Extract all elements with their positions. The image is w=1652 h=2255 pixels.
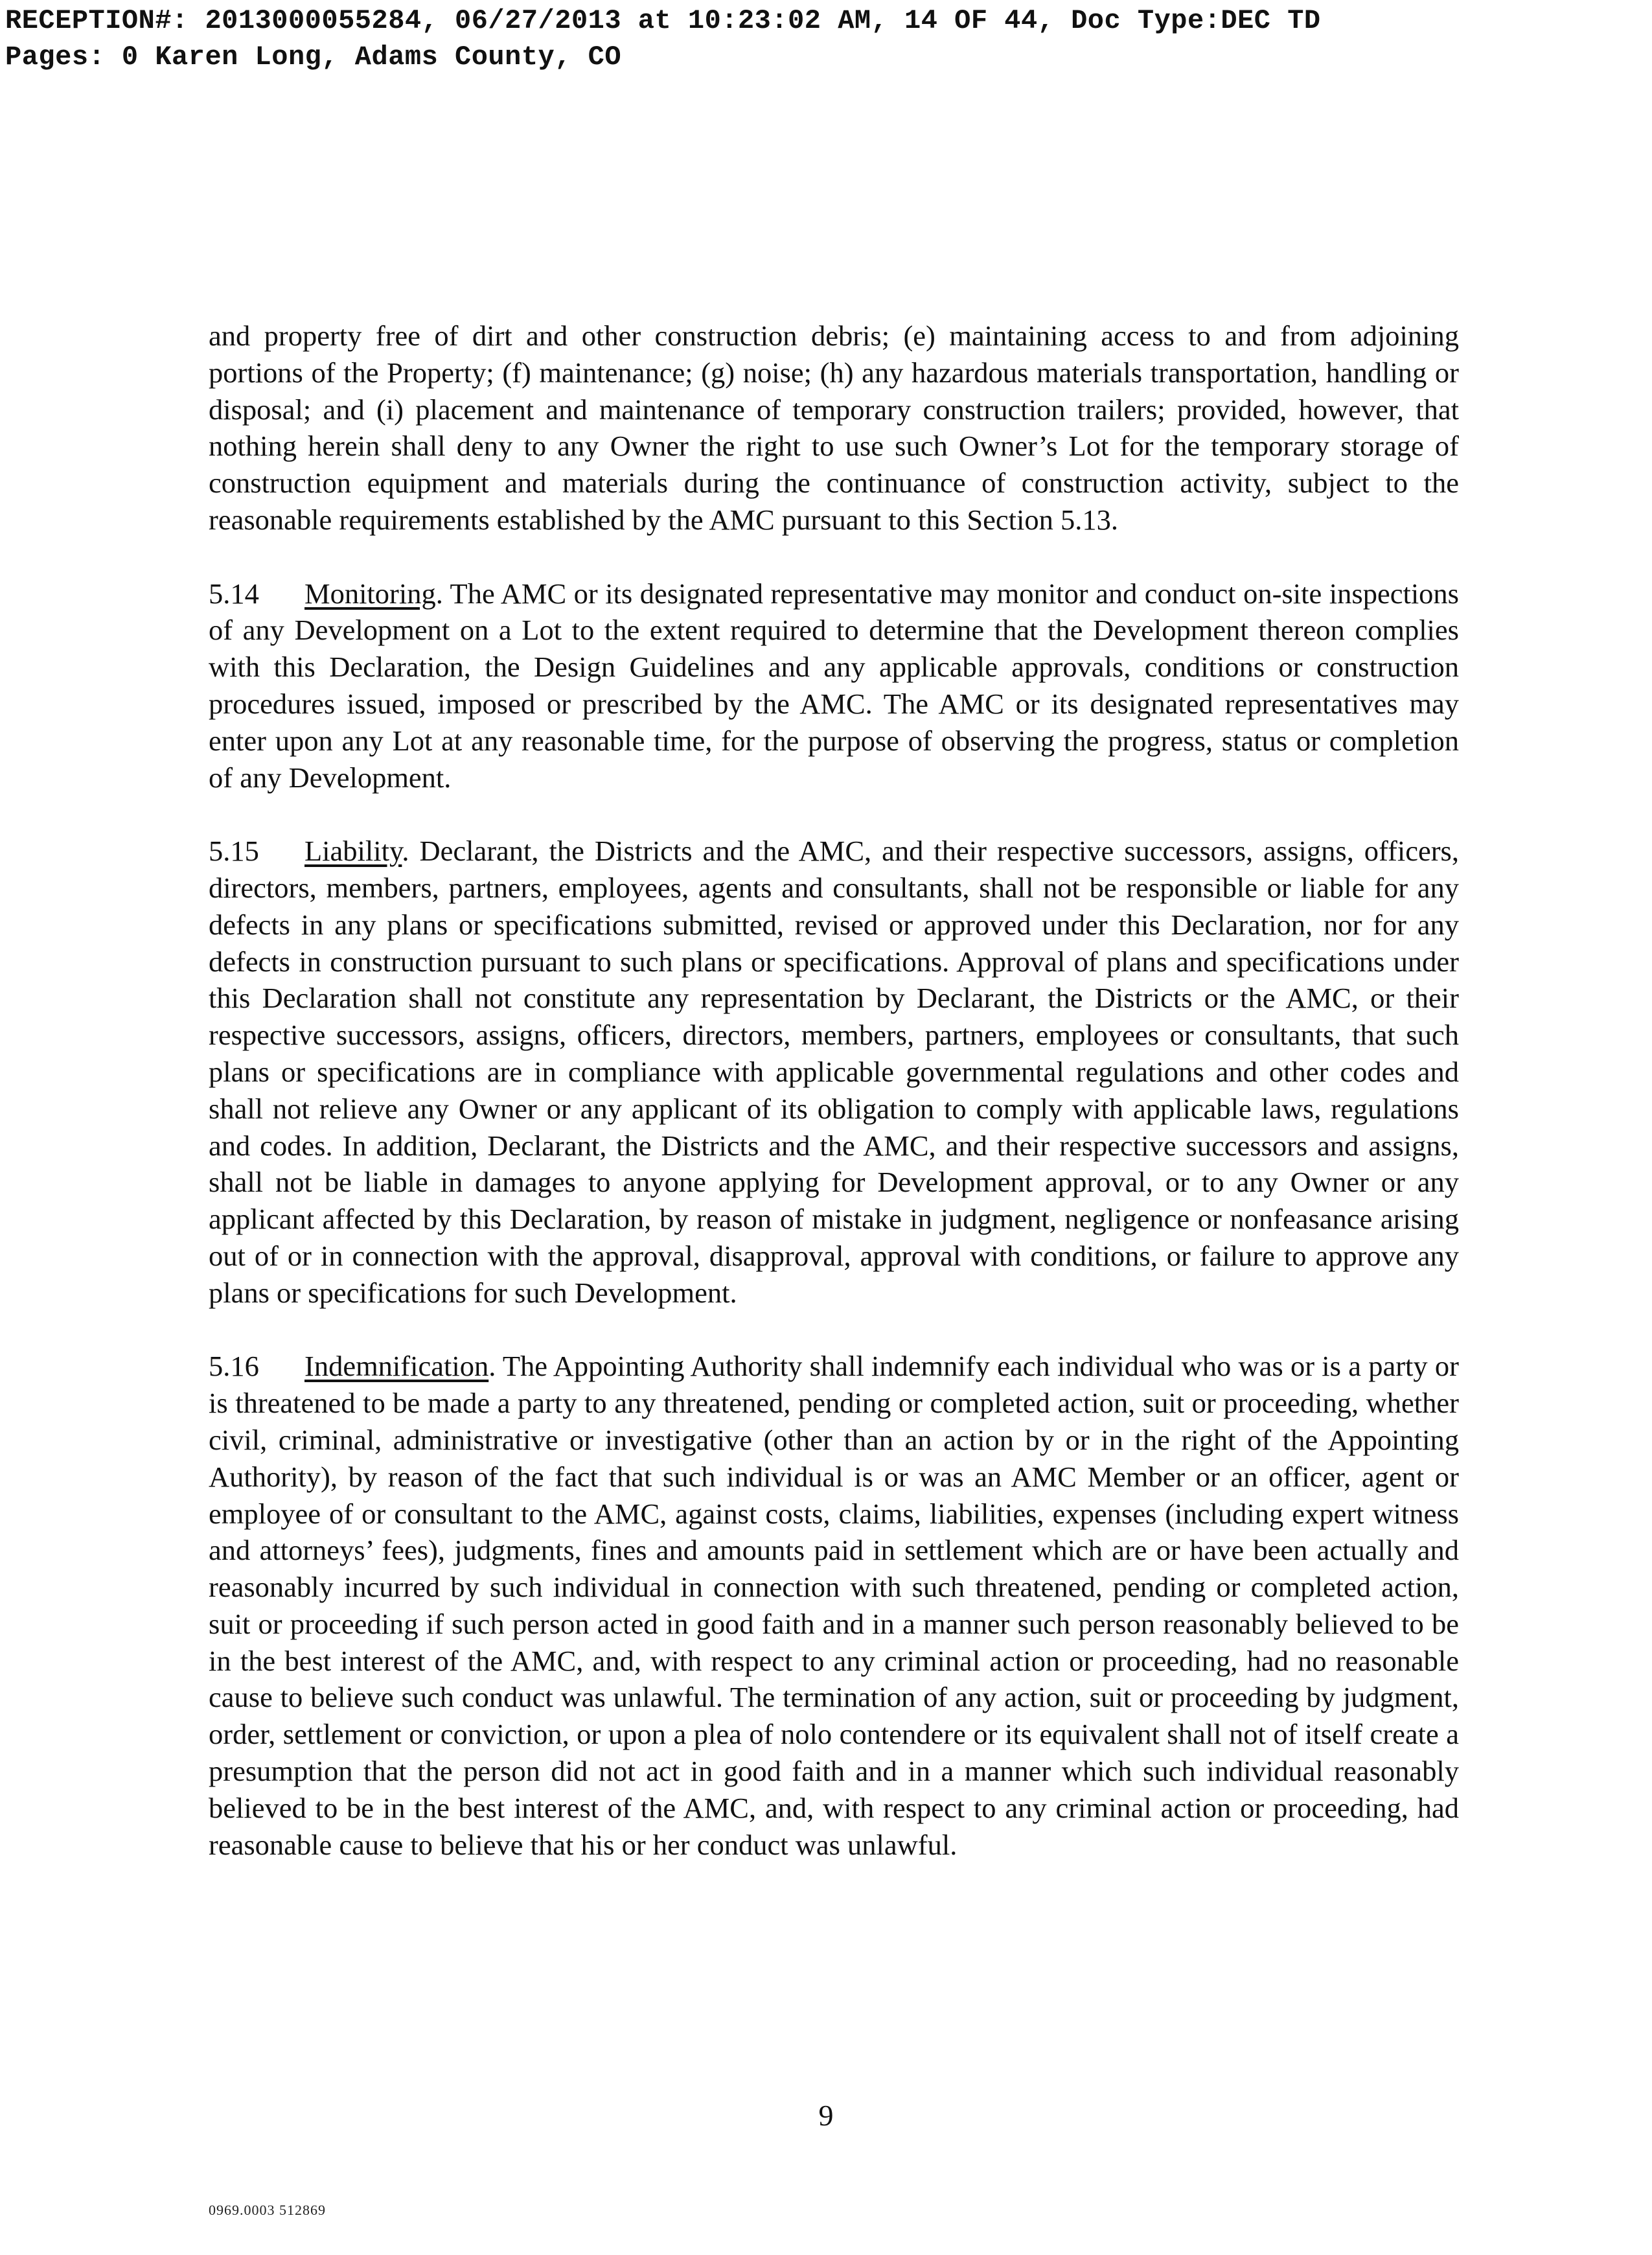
stamp-line-1: RECEPTION#: 2013000055284, 06/27/2013 at 10:23:02 AM, 14 OF 44, Doc Type:DEC TD — [5, 5, 1321, 36]
section-number: 5.16 — [209, 1350, 259, 1383]
page-number: 9 — [818, 2099, 834, 2132]
section-5-14: 5.14 Monitoring. The AMC or its designated representative may monitor and conduct on-site inspections of any Development on a Lot to the extent required to determine that the Development thereon complies with this Declaration, the Design Guidelines and any applicable approvals, conditions or construction procedures issued, imposed or prescribed by the AMC. The AMC or its designated representatives may enter upon any Lot at any reasonable time, for the purpose of observing the progress, status or completion of any Development. — [209, 575, 1459, 796]
stamp-line-2: Pages: 0 Karen Long, Adams County, CO — [5, 41, 622, 73]
section-heading: Liability — [304, 835, 402, 868]
recording-stamp — [5, 3, 1321, 75]
continuation-paragraph: and property free of dirt and other construction debris; (e) maintaining access to and from adjoining portions of the Property; (f) maintenance; (g) noise; (h) any hazardous materials transportation, handling or disposal; and (i) placement and maintenance of temporary construction trailers; provided, however, that nothing herein shall deny to any Owner the right to use such Owner’s Lot for the temporary storage of construction equipment and materials during the continuance of construction activity, subject to the reasonable requirements established by the AMC pursuant to this Section 5.13. — [209, 319, 1459, 536]
section-text: Declarant, the Districts and the AMC, and their respective successors, assigns, officers, directors, members, partners, employees, agents and consultants, shall not be responsible or liable for any defects in any plans or specifications submitted, revised or approved under this Declaration, nor for any defects in construction pursuant to such plans or specifications. Approval of plans and specifications under this Declaration shall not constitute any representation by Declarant, the Districts or the AMC, or their respective successors, assigns, officers, directors, members, partners, employees or consultants, that such plans or specifications are in compliance with applicable governmental regulations and other codes and shall not relieve any Owner or any applicant of its obligation to comply with applicable laws, regulations and codes. In addition, Declarant, the Districts and the AMC, and their respective successors and assigns, shall not be liable in damages to anyone applying for Development approval, or to any Owner or any applicant affected by this Declaration, by reason of mistake in judgment, negligence or nonfeasance arising out of or in connection with the approval, disapproval, approval with conditions, or failure to approve any plans or specifications for such Development. — [209, 835, 1460, 1309]
section-text: The AMC or its designated representative may monitor and conduct on-site inspections of any Development on a Lot to the extent required to determine that the Development thereon complies with this Declaration, the Design Guidelines and any applicable approvals, conditions or construction procedures issued, imposed or prescribed by the AMC. The AMC or its designated representatives may enter upon any Lot at any reasonable time, for the purpose of observing the progress, status or completion of any Development. — [209, 577, 1459, 794]
section-number: 5.15 — [209, 835, 259, 868]
section-text: The Appointing Authority shall indemnify each individual who was or is a party or is threatened to be made a party to any threatened, pending or completed action, suit or proceeding, whether civil, criminal, administrative or investigative (other than an action by or in the right of the Appointing Authority), by reason of the fact that such individual is or was an AMC Member or an officer, agent or employee of or consultant to the AMC, against costs, claims, liabilities, expenses (including expert witness and attorneys’ fees), judgments, fines and amounts paid in settlement which are or have been actually and reasonably incurred by such individual in connection with such threatened, pending or completed action, suit or proceeding if such person acted in good faith and in a manner such person reasonably believed to be in the best interest of the AMC, and, with respect to any criminal action or proceeding, had no reasonable cause to believe such conduct was unlawful. The termination of any action, suit or proceeding by judgment, order, settlement or conviction, or upon a plea of nolo contendere or its equivalent shall not of itself create a presumption that the person did not act in good faith and in a manner which such individual reasonably believed to be in the best interest of the AMC, and, with respect to any criminal action or proceeding, had reasonable cause to believe that his or her conduct was unlawful. — [209, 1350, 1459, 1861]
document-body — [209, 318, 1459, 1900]
section-heading: Monitoring — [304, 577, 436, 610]
section-5-15: 5.15 Liability. Declarant, the Districts and the AMC, and their respective successors, assigns, officers, directors, members, partners, employees, agents and consultants, shall not be responsible or liable for any defects in any plans or specifications submitted, revised or approved under this Declaration, nor for any defects in construction pursuant to such plans or specifications. Approval of plans and specifications under this Declaration shall not constitute any representation by Declarant, the Districts or the AMC, or their respective successors, assigns, officers, directors, members, partners, employees or consultants, that such plans or specifications are in compliance with applicable governmental regulations and other codes and shall not relieve any Owner or any applicant of its obligation to comply with applicable laws, regulations and codes. In addition, Declarant, the Districts and the AMC, and their respective successors and assigns, shall not be liable in damages to anyone applying for Development approval, or to any Owner or any applicant affected by this Declaration, by reason of mistake in judgment, negligence or nonfeasance arising out of or in connection with the approval, disapproval, approval with conditions, or failure to approve any plans or specifications for such Development. — [209, 833, 1459, 1311]
section-5-16: 5.16 Indemnification. The Appointing Authority shall indemnify each individual who was or is a party or is threatened to be made a party to any threatened, pending or completed action, suit or proceeding, whether civil, criminal, administrative or investigative (other than an action by or in the right of the Appointing Authority), by reason of the fact that such individual is or was an AMC Member or an officer, agent or employee of or consultant to the AMC, against costs, claims, liabilities, expenses (including expert witness and attorneys’ fees), judgments, fines and amounts paid in settlement which are or have been actually and reasonably incurred by such individual in connection with such threatened, pending or completed action, suit or proceeding if such person acted in good faith and in a manner such person reasonably believed to be in the best interest of the AMC, and, with respect to any criminal action or proceeding, had no reasonable cause to believe such conduct was unlawful. The termination of any action, suit or proceeding by judgment, order, settlement or conviction, or upon a plea of nolo contendere or its equivalent shall not of itself create a presumption that the person did not act in good faith and in a manner which such individual reasonably believed to be in the best interest of the AMC, and, with respect to any criminal action or proceeding, had reasonable cause to believe that his or her conduct was unlawful. — [209, 1348, 1459, 1863]
section-number: 5.14 — [209, 577, 259, 610]
document-id: 0969.0003 512869 — [209, 2202, 326, 2218]
section-heading: Indemnification — [304, 1350, 489, 1383]
